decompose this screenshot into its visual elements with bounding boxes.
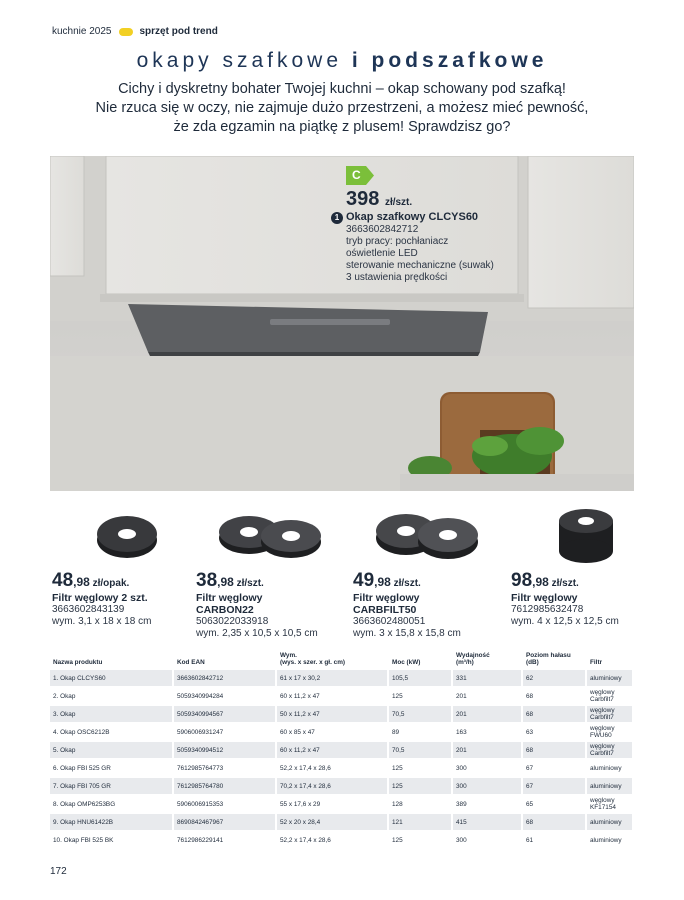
accessory-dims: wym. 3 x 15,8 x 15,8 cm [353, 628, 461, 639]
accessory-card [353, 500, 503, 640]
round-carbon-filter-icon [551, 501, 621, 567]
table-cell: aluminiowy [587, 760, 634, 776]
table-cell: 7612985764773 [174, 760, 277, 776]
accessory-card [52, 500, 202, 628]
table-cell: 300 [453, 832, 523, 848]
table-cell: 60 x 11,2 x 47 [277, 688, 389, 704]
featured-product-name: Okap szafkowy CLCYS60 [346, 211, 479, 223]
accessory-price [52, 570, 202, 592]
accessory-card [196, 500, 346, 640]
product-number-badge: 1 [331, 212, 343, 224]
table-cell: 5906006915353 [174, 796, 277, 812]
page-title [0, 49, 684, 73]
accessory-price [196, 570, 346, 592]
featured-price-unit: zł/szt. [384, 197, 413, 208]
price-dec: ,98 [217, 575, 234, 589]
price-dec: ,98 [532, 575, 549, 589]
featured-price-value: 398 [346, 188, 380, 210]
table-cell: 105,5 [389, 670, 453, 686]
intro-line: Nie rzuca się w oczy, nie zajmuje dużo przestrzeni, a możesz mieć pewność, [95, 100, 589, 116]
accessory-dims: wym. 4 x 12,5 x 12,5 cm [511, 616, 619, 627]
accessory-ean: 5063022033918 [196, 616, 269, 627]
featured-spec: sterowanie mechaniczne (suwak) [346, 260, 494, 271]
price-unit: zł/szt. [548, 578, 579, 589]
table-cell: 389 [453, 796, 523, 812]
column-header: Wydajność (m³/h) [456, 652, 490, 666]
title-light: okapy szafkowe [136, 49, 343, 72]
featured-price [346, 188, 412, 211]
table-cell: 70,2 x 17,4 x 28,6 [277, 778, 389, 794]
accessory-dims: wym. 3,1 x 18 x 18 cm [52, 616, 152, 627]
featured-specs [346, 224, 494, 284]
header-pill-icon [119, 28, 133, 36]
table-cell: węglowy Carbfilt7 [587, 706, 634, 722]
table-cell: 61 x 17 x 30,2 [277, 670, 389, 686]
spec-table [50, 650, 634, 850]
accessory-name: Filtr węglowy 2 szt. [52, 592, 148, 604]
table-cell: 8690842467967 [174, 814, 277, 830]
table-cell: 3. Okap [50, 706, 174, 722]
accessory-name: Filtr węglowy [196, 592, 263, 604]
table-cell: 125 [389, 688, 453, 704]
column-header: Poziom hałasu (dB) [526, 652, 571, 666]
table-cell: 201 [453, 688, 523, 704]
table-cell: 70,5 [389, 742, 453, 758]
accessory-model: CARBFILT50 [353, 604, 417, 616]
carbon-filter-pair-icon [211, 506, 331, 562]
accessory-name: Filtr węglowy [353, 592, 420, 604]
kitchen-illustration [50, 156, 634, 491]
table-header-row [50, 652, 634, 668]
price-dec: ,98 [374, 575, 391, 589]
table-cell: 9. Okap HNU61422B [50, 814, 174, 830]
table-cell: 52,2 x 17,4 x 28,6 [277, 760, 389, 776]
table-row [50, 670, 634, 686]
table-cell: 5906006931247 [174, 724, 277, 740]
column-header: Kod EAN [177, 659, 205, 666]
table-cell: 89 [389, 724, 453, 740]
price-int: 49 [353, 570, 375, 591]
table-cell: 300 [453, 778, 523, 794]
intro-line: że zda egzamin na piątkę z plusem! Sprawdzisz go? [173, 119, 511, 135]
column-header: Wym. (wys. x szer. x gł. cm) [280, 652, 346, 666]
brand-label: kuchnie 2025 [52, 26, 112, 37]
filter-image [353, 500, 503, 568]
filter-image [511, 500, 661, 568]
accessory-dims: wym. 2,35 x 10,5 x 10,5 cm [196, 628, 318, 639]
table-cell: 68 [523, 814, 587, 830]
table-cell: 5059340994284 [174, 688, 277, 704]
accessory-ean: 3663602480051 [353, 616, 426, 627]
filter-image [52, 500, 202, 568]
table-cell: 2. Okap [50, 688, 174, 704]
table-cell: 331 [453, 670, 523, 686]
hero-photo [50, 156, 634, 491]
table-cell: 125 [389, 832, 453, 848]
table-cell: 3663602842712 [174, 670, 277, 686]
table-cell: 65 [523, 796, 587, 812]
table-cell: węglowy KF17154 [587, 796, 634, 812]
accessory-card [511, 500, 661, 628]
table-cell: 4. Okap OSC6212B [50, 724, 174, 740]
accessory-ean: 3663602843139 [52, 604, 125, 615]
table-cell: 121 [389, 814, 453, 830]
table-row [50, 778, 634, 794]
carbon-filter-pair-icon [368, 504, 488, 564]
intro-text [60, 80, 624, 137]
table-cell: 5. Okap [50, 742, 174, 758]
title-bold: i podszafkowe [351, 49, 548, 72]
table-cell: 125 [389, 760, 453, 776]
table-cell: 8. Okap OMP6253BG [50, 796, 174, 812]
table-cell: 201 [453, 742, 523, 758]
table-cell: węglowy FWU60 [587, 724, 634, 740]
table-cell: 5059340994567 [174, 706, 277, 722]
table-cell: 68 [523, 706, 587, 722]
table-cell: 415 [453, 814, 523, 830]
price-unit: zł/opak. [89, 578, 130, 589]
table-cell: 55 x 17,6 x 29 [277, 796, 389, 812]
carbon-filter-icon [92, 506, 162, 562]
page-number: 172 [50, 866, 67, 877]
featured-spec: 3 ustawienia prędkości [346, 272, 448, 283]
column-header: Moc (kW) [392, 659, 421, 666]
column-header: Filtr [590, 659, 603, 666]
table-cell: 7612985764780 [174, 778, 277, 794]
table-cell: węglowy Carbfilt7 [587, 688, 634, 704]
price-int: 48 [52, 570, 74, 591]
table-row [50, 724, 634, 740]
table-cell: 67 [523, 778, 587, 794]
table-cell: 7. Okap FBI 705 GR [50, 778, 174, 794]
table-cell: 201 [453, 706, 523, 722]
price-unit: zł/szt. [390, 578, 421, 589]
accessory-name: Filtr węglowy [511, 592, 578, 604]
table-body [50, 670, 634, 848]
table-cell: 163 [453, 724, 523, 740]
table-cell: 128 [389, 796, 453, 812]
price-int: 38 [196, 570, 218, 591]
table-cell: 6. Okap FBI 525 GR [50, 760, 174, 776]
accessory-ean: 7612985632478 [511, 604, 584, 615]
table-cell: 5059340994512 [174, 742, 277, 758]
table-row [50, 760, 634, 776]
table-row [50, 814, 634, 830]
featured-spec: tryb pracy: pochłaniacz [346, 236, 449, 247]
section-label: sprzęt pod trend [139, 26, 218, 37]
table-cell: aluminiowy [587, 778, 634, 794]
table-cell: 61 [523, 832, 587, 848]
accessory-price [511, 570, 661, 592]
table-cell: 62 [523, 670, 587, 686]
table-cell: 63 [523, 724, 587, 740]
table-cell: 50 x 11,2 x 47 [277, 706, 389, 722]
price-dec: ,98 [73, 575, 90, 589]
table-cell: 68 [523, 688, 587, 704]
page-header [52, 26, 218, 37]
table-cell: 125 [389, 778, 453, 794]
energy-class-label: C [352, 168, 361, 182]
table-cell: 70,5 [389, 706, 453, 722]
featured-ean: 3663602842712 [346, 224, 419, 235]
table-row [50, 796, 634, 812]
table-cell: 7612986229141 [174, 832, 277, 848]
table-cell: 68 [523, 742, 587, 758]
table-row [50, 706, 634, 722]
table-row [50, 832, 634, 848]
table-cell: 60 x 85 x 47 [277, 724, 389, 740]
table-cell: 1. Okap CLCYS60 [50, 670, 174, 686]
table-cell: węglowy Carbfilt7 [587, 742, 634, 758]
accessory-model: CARBON22 [196, 604, 254, 616]
table-cell: 300 [453, 760, 523, 776]
table-cell: 52 x 20 x 28,4 [277, 814, 389, 830]
table-cell: aluminiowy [587, 832, 634, 848]
table-cell: 67 [523, 760, 587, 776]
table-row [50, 688, 634, 704]
intro-line: Cichy i dyskretny bohater Twojej kuchni – okap schowany pod szafką! [118, 81, 566, 97]
table-cell: 60 x 11,2 x 47 [277, 742, 389, 758]
table-cell: aluminiowy [587, 670, 634, 686]
table-row [50, 742, 634, 758]
table-cell: aluminiowy [587, 814, 634, 830]
price-unit: zł/szt. [233, 578, 264, 589]
table-cell: 10. Okap FBI 525 BK [50, 832, 174, 848]
filter-image [196, 500, 346, 568]
accessory-price [353, 570, 503, 592]
column-header: Nazwa produktu [53, 659, 103, 666]
featured-spec: oświetlenie LED [346, 248, 418, 259]
table-cell: 52,2 x 17,4 x 28,6 [277, 832, 389, 848]
price-int: 98 [511, 570, 533, 591]
